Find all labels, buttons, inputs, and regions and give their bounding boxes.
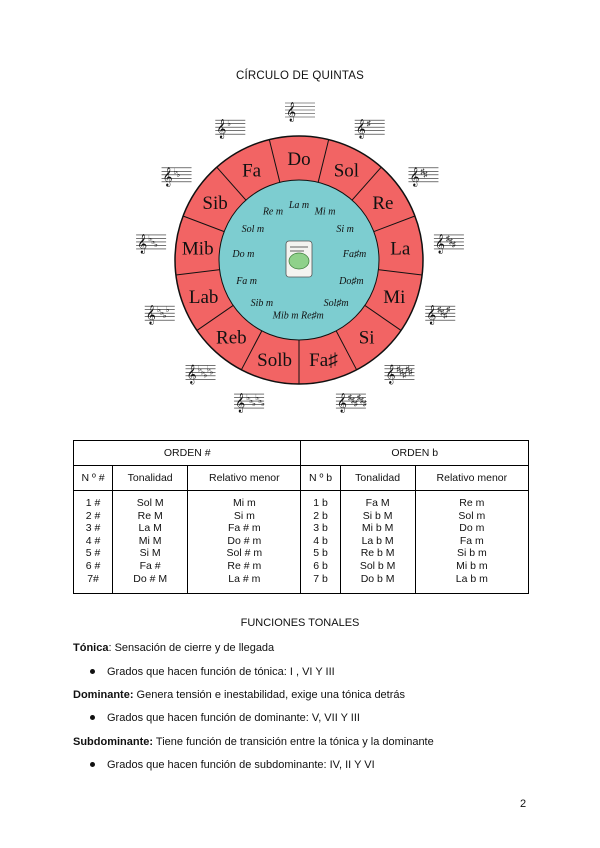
svg-text:♯: ♯	[440, 308, 445, 318]
table-cell-line: Si b m	[456, 547, 487, 560]
minor-key-label: Mi m	[314, 206, 336, 218]
table-cell-line: La # m	[228, 572, 261, 585]
bullet-dot-icon	[90, 715, 95, 720]
table-cell-line: Fa #	[139, 559, 161, 572]
table-cell-line: Si m	[233, 509, 255, 522]
table-cell-line: Mi b m	[456, 559, 488, 572]
key-signature-staff	[408, 167, 438, 187]
svg-text:♭: ♭	[197, 364, 202, 374]
tonica-label: Tónica	[73, 642, 109, 654]
dominante-line	[73, 689, 405, 701]
table-cell-line: Do # m	[227, 534, 262, 547]
svg-text:𝄞: 𝄞	[235, 393, 246, 413]
minor-key-label: Re m	[262, 206, 284, 218]
minor-key-label: Mib m	[272, 310, 299, 322]
table-cell-line: Fa M	[365, 497, 390, 509]
bullet-dot-icon	[90, 762, 95, 767]
subdominante-bullet	[90, 759, 375, 771]
svg-text:♭: ♭	[203, 370, 208, 380]
svg-text:♭: ♭	[252, 399, 256, 409]
svg-text:𝄞: 𝄞	[336, 393, 347, 413]
table-cell-line: Do # M	[133, 572, 168, 585]
svg-text:𝄞: 𝄞	[286, 102, 297, 121]
sharps-header-minor: Relativo menor	[188, 466, 301, 491]
major-key-label: Si	[358, 327, 375, 349]
svg-text:♭: ♭	[165, 305, 170, 315]
svg-text:♭: ♭	[209, 367, 214, 377]
svg-text:♭: ♭	[159, 308, 164, 318]
flats-title: ORDEN b	[301, 441, 529, 466]
svg-text:♯: ♯	[402, 370, 407, 380]
major-key-label: Mi	[383, 287, 406, 309]
table-cell-line: Mi M	[138, 534, 162, 547]
flats-minor-cell	[415, 491, 528, 594]
table-cell-line: 6 #	[85, 559, 101, 572]
table-cell-line: Re M	[137, 509, 163, 522]
table-cell-line: 4 #	[85, 534, 101, 547]
svg-text:♯: ♯	[366, 119, 371, 129]
minor-key-label: Do m	[232, 249, 255, 261]
svg-text:♭: ♭	[227, 119, 232, 129]
svg-text:♭: ♭	[261, 399, 265, 409]
minor-key-label: Sol♯m	[323, 297, 349, 309]
table-cell-line: Do m	[459, 522, 485, 535]
key-signature-staff	[434, 234, 464, 254]
sharps-title: ORDEN #	[74, 441, 301, 466]
svg-text:♭: ♭	[249, 396, 253, 406]
svg-text:♯: ♯	[437, 305, 442, 315]
svg-text:𝄞: 𝄞	[385, 364, 396, 384]
tonica-text: : Sensación de cierre y de llegada	[108, 642, 275, 654]
flats-num-cell	[301, 491, 340, 594]
svg-text:♯: ♯	[448, 236, 453, 246]
svg-text:♭: ♭	[156, 305, 161, 315]
table-cell-line: 2 #	[85, 509, 101, 522]
table-cell-line: 4 b	[313, 534, 328, 547]
table-cell-line: Mi b M	[361, 522, 394, 535]
table-cell-line: Si M	[139, 547, 161, 560]
table-cell-line: Fa m	[459, 534, 484, 547]
tonica-bullet-text: Grados que hacen función de tónica: I , VI Y III	[107, 666, 335, 678]
sharps-minor-cell	[188, 491, 301, 594]
sharps-header-key: Tonalidad	[113, 466, 188, 491]
table-cell-line: Do b M	[360, 572, 395, 585]
major-key-label: Sol	[333, 160, 360, 182]
page-title: CÍRCULO DE QUINTAS	[236, 70, 364, 82]
svg-text:♯: ♯	[353, 399, 358, 409]
table-cell-line: 3 b	[313, 522, 328, 535]
key-signature-staff	[215, 119, 245, 139]
svg-text:♯: ♯	[443, 311, 448, 321]
svg-text:♯: ♯	[399, 367, 404, 377]
major-key-label: Fa♯	[309, 350, 338, 372]
table-cell-line: 7#	[87, 572, 99, 585]
minor-key-label: Fa m	[236, 275, 258, 287]
minor-key-label: Re♯m	[301, 310, 324, 322]
svg-text:𝄞: 𝄞	[137, 233, 148, 253]
svg-text:♯: ♯	[396, 364, 401, 374]
subdominante-line	[73, 736, 434, 748]
svg-text:♭: ♭	[162, 311, 167, 321]
flats-header-minor: Relativo menor	[415, 466, 528, 491]
sharps-key-cell	[113, 491, 188, 594]
key-signature-staff	[336, 393, 367, 413]
minor-key-label: Fa♯m	[342, 249, 367, 261]
svg-text:𝄞: 𝄞	[409, 166, 420, 186]
dominante-text: Genera tensión e inestabilidad, exige una tónica detrás	[133, 689, 406, 701]
table-cell-line: 5 #	[85, 547, 101, 560]
svg-text:♭: ♭	[154, 239, 158, 249]
svg-text:𝄞: 𝄞	[216, 119, 227, 139]
dominante-bullet-text: Grados que hacen función de dominante: V, VII Y III	[107, 712, 360, 724]
major-key-label: La	[390, 238, 411, 260]
dominante-bullet	[90, 712, 360, 724]
svg-text:𝄞: 𝄞	[355, 119, 366, 139]
key-signature-staff	[355, 119, 385, 139]
table-cell-line: 7 b	[313, 572, 328, 585]
svg-text:♯: ♯	[408, 367, 413, 377]
svg-text:♭: ♭	[176, 169, 181, 179]
key-signature-staff	[285, 102, 315, 122]
flats-key-cell	[340, 491, 415, 594]
svg-text:♯: ♯	[405, 364, 410, 374]
major-key-label: Solb	[257, 350, 293, 372]
major-key-label: Reb	[216, 327, 247, 349]
table-cell-line: Si b M	[362, 509, 393, 522]
table-cell-line: Sol # m	[226, 547, 263, 560]
minor-key-label: Do♯m	[339, 275, 364, 287]
tonica-bullet	[90, 666, 335, 678]
key-signature-staff	[384, 364, 414, 384]
dominante-label: Dominante:	[73, 689, 134, 701]
svg-text:𝄞: 𝄞	[162, 166, 173, 186]
svg-text:𝄞: 𝄞	[434, 233, 445, 253]
svg-text:♯: ♯	[451, 239, 456, 249]
table-cell-line: 1 b	[313, 497, 328, 509]
key-signature-staff	[186, 364, 216, 384]
key-signature-staff	[425, 305, 455, 325]
svg-text:♭: ♭	[173, 166, 178, 176]
center-icon	[286, 241, 312, 277]
subdominante-text: Tiene función de transición entre la tónica y la dominante	[153, 736, 434, 748]
flats-header-key: Tonalidad	[340, 466, 415, 491]
svg-text:♯: ♯	[356, 393, 361, 403]
svg-text:♭: ♭	[206, 364, 211, 374]
major-key-label: Fa	[242, 160, 262, 182]
bullet-dot-icon	[90, 669, 95, 674]
key-signature-staff	[145, 305, 175, 325]
table-cell-line: 3 #	[85, 522, 101, 535]
table-cell-line: Re # m	[227, 559, 262, 572]
svg-text:♯: ♯	[420, 166, 425, 176]
table-cell-line: Mi m	[232, 497, 256, 509]
major-key-label: Re	[372, 193, 394, 215]
table-cell-line: La b M	[361, 534, 394, 547]
table-cell-line: La b m	[455, 572, 488, 585]
table-cell-line: Sol b M	[359, 559, 396, 572]
sharps-num-cell	[74, 491, 113, 594]
svg-text:𝄞: 𝄞	[426, 305, 437, 325]
table-cell-line: La M	[138, 522, 162, 535]
svg-text:♭: ♭	[200, 367, 205, 377]
table-cell-line: Re b M	[360, 547, 395, 560]
table-cell-line: Sol m	[458, 509, 486, 522]
table-cell-line: Re m	[459, 497, 485, 509]
minor-key-label: La m	[288, 200, 310, 211]
subdominante-label: Subdominante:	[73, 736, 154, 748]
major-key-label: Lab	[188, 287, 219, 309]
table-cell-line: Sol M	[136, 497, 164, 509]
svg-text:𝄞: 𝄞	[186, 364, 197, 384]
table-cell-line: Fa # m	[228, 522, 261, 535]
major-key-label: Do	[287, 149, 311, 170]
minor-key-label: Sib m	[250, 297, 274, 309]
svg-text:𝄞: 𝄞	[145, 305, 156, 325]
key-signature-staff	[136, 234, 166, 254]
key-signature-staff	[162, 167, 192, 187]
svg-text:♭: ♭	[148, 233, 152, 243]
orden-table	[73, 440, 529, 594]
key-signature-staff	[234, 393, 265, 413]
funciones-title: FUNCIONES TONALES	[240, 617, 360, 629]
svg-text:♭: ♭	[246, 393, 250, 403]
svg-text:♯: ♯	[359, 396, 364, 406]
circle-of-fifths	[110, 95, 490, 425]
major-key-label: Sib	[202, 193, 228, 215]
svg-text:♯: ♯	[350, 396, 355, 406]
table-cell-line: 1 #	[85, 497, 101, 509]
flats-header-num: N º b	[301, 466, 340, 491]
svg-text:♯: ♯	[445, 233, 450, 243]
svg-text:♯: ♯	[347, 393, 352, 403]
table-cell-line: 6 b	[313, 559, 328, 572]
svg-text:♯: ♯	[362, 399, 367, 409]
major-key-label: Mib	[181, 238, 214, 260]
svg-text:♭: ♭	[151, 236, 155, 246]
svg-text:♭: ♭	[258, 396, 262, 406]
tonica-line	[73, 642, 274, 654]
subdominante-bullet-text: Grados que hacen función de subdominante: IV, II Y VI	[107, 759, 375, 771]
svg-text:♭: ♭	[255, 393, 259, 403]
table-cell-line: 5 b	[313, 547, 328, 560]
page-number: 2	[520, 798, 527, 810]
minor-key-label: Si m	[336, 224, 354, 236]
minor-key-label: Sol m	[241, 224, 265, 236]
table-cell-line: 2 b	[313, 509, 328, 522]
svg-text:♯: ♯	[446, 305, 451, 315]
svg-text:♯: ♯	[423, 169, 428, 179]
sharps-header-num: N º #	[74, 466, 113, 491]
